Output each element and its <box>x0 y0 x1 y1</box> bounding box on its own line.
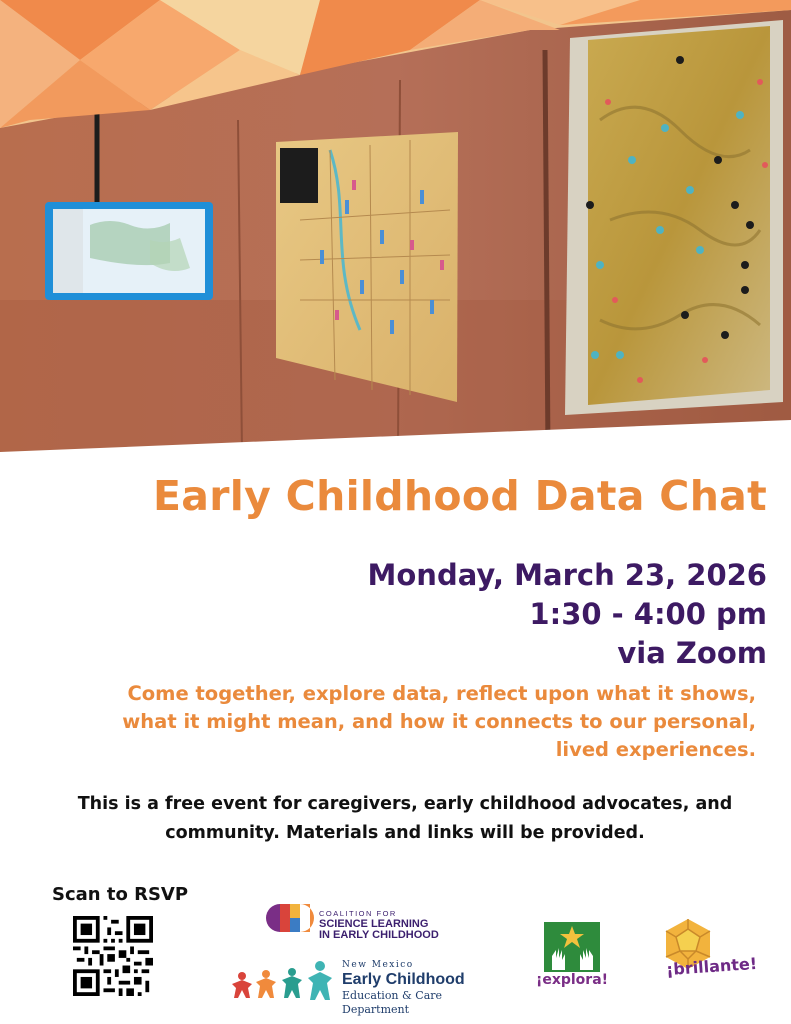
event-title: Early Childhood Data Chat <box>152 472 768 520</box>
brillante-logo <box>658 915 773 987</box>
event-details <box>368 556 767 673</box>
nm-ececd-logo <box>230 958 510 1016</box>
coalition-line2: SCIENCE LEARNING <box>319 918 429 930</box>
nm-department: Education & Care Department <box>342 989 443 1016</box>
people-figures-icon <box>230 958 340 1002</box>
coalition-logo-icon <box>262 900 318 936</box>
state-map <box>565 20 783 415</box>
rsvp-label: Scan to RSVP <box>52 884 189 905</box>
explora-label: ¡explora! <box>535 972 609 988</box>
event-date: Monday, March 23, 2026 <box>367 558 767 592</box>
coalition-line3: IN EARLY CHILDHOOD <box>319 929 439 941</box>
event-location: via Zoom <box>617 636 767 670</box>
event-description: Come together, explore data, reflect upon what it shows, what it might mean, and how it connects to our personal, lived experiences. <box>122 682 756 761</box>
header-photo <box>0 0 791 452</box>
coalition-logo <box>262 900 492 942</box>
city-map <box>276 132 458 402</box>
event-info: This is a free event for caregivers, early childhood advocates, and community. Materials and links will be provided. <box>77 794 733 843</box>
monitor <box>45 202 213 300</box>
explora-logo <box>528 920 618 992</box>
event-time: 1:30 - 4:00 pm <box>529 597 767 631</box>
explora-hands-icon <box>528 920 616 974</box>
brillante-label: ¡brillante! <box>665 953 758 980</box>
qr-code-icon[interactable] <box>73 916 153 996</box>
nm-state: New Mexico <box>342 960 414 970</box>
nm-early-childhood: Early Childhood <box>342 971 465 988</box>
coalition-line1: COALITION FOR <box>319 909 397 918</box>
